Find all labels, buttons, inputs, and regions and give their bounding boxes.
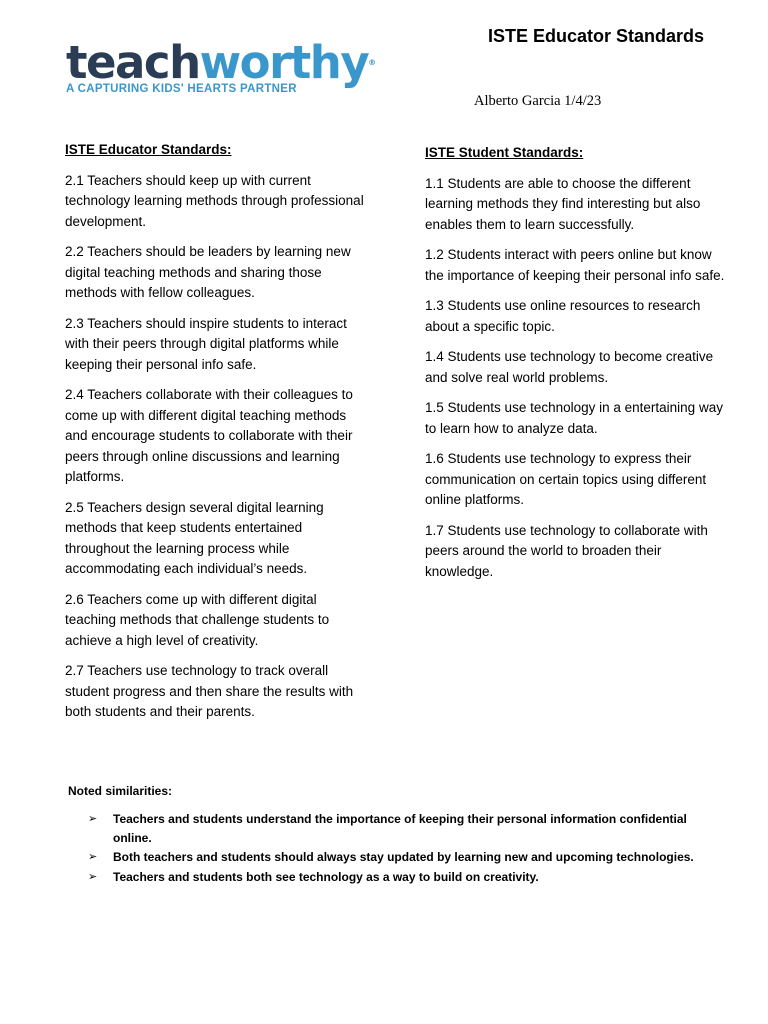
student-standard-item: 1.6 Students use technology to express their communication on certain topics using different online platforms.: [425, 451, 707, 507]
logo-registered-mark: ®: [368, 58, 377, 67]
educator-standards-column: [65, 140, 370, 733]
similarity-text: Both teachers and students should always stay updated by learning new and upcoming technologies.: [113, 850, 694, 864]
educator-standard-item: 2.5 Teachers design several digital learning methods that keep students entertained throughout the learning process while accommodating each individual’s needs.: [65, 499, 324, 576]
student-standards-column: [425, 143, 730, 592]
student-standards-heading: ISTE Student Standards:: [425, 145, 584, 160]
teachworthy-logo: [66, 36, 377, 95]
arrow-bullet-icon: ➢: [88, 851, 98, 863]
similarities-list: [68, 810, 708, 886]
educator-standard-item: 2.1 Teachers should keep up with current technology learning methods through professional development.: [65, 172, 364, 229]
educator-standards-heading: ISTE Educator Standards:: [65, 142, 232, 157]
similarity-item: [68, 848, 708, 867]
document-title: ISTE Educator Standards: [488, 26, 705, 46]
arrow-bullet-icon: ➢: [88, 870, 98, 883]
arrow-bullet-icon: ➢: [88, 813, 98, 825]
logo-word-teach: teach: [66, 36, 200, 89]
student-standard-item: 1.3 Students use online resources to research about a specific topic.: [425, 298, 701, 334]
logo-word-worthy: worthy: [199, 36, 369, 89]
similarity-text: Teachers and students understand the importance of keeping their personal information confidential online.: [113, 812, 687, 845]
educator-standard-item: 2.2 Teachers should be leaders by learning new digital teaching methods and sharing those methods with fellow colleagues.: [65, 244, 351, 300]
author-date: Alberto Garcia 1/4/23: [474, 93, 602, 109]
educator-standard-item: 2.7 Teachers use technology to track overall student progress and then share the results with both students and their parents.: [65, 663, 354, 719]
educator-standard-item: 2.4 Teachers collaborate with their colleagues to come up with different digital teaching methods and encourage students to collaborate with their peers through online discussions and learning platforms.: [65, 387, 353, 484]
student-standard-item: 1.5 Students use technology in a entertaining way to learn how to analyze data.: [425, 400, 723, 436]
similarity-item: [68, 868, 708, 887]
student-standard-item: 1.2 Students interact with peers online but know the importance of keeping their personal info safe.: [425, 247, 725, 283]
similarities-heading: Noted similarities:: [68, 784, 173, 798]
educator-standard-item: 2.6 Teachers come up with different digital teaching methods that challenge students to achieve a high level of creativity.: [65, 591, 330, 648]
similarity-item: [68, 810, 708, 847]
logo-tagline: A CAPTURING KIDS' HEARTS PARTNER: [66, 83, 297, 95]
similarity-text: Teachers and students both see technology as a way to build on creativity.: [113, 869, 539, 884]
student-standard-item: 1.4 Students use technology to become creative and solve real world problems.: [425, 349, 714, 385]
similarities-section: [68, 782, 708, 887]
student-standard-item: 1.1 Students are able to choose the different learning methods they find interesting but also enables them to learn successfully.: [425, 175, 701, 232]
student-standard-item: 1.7 Students use technology to collaborate with peers around the world to broaden their knowledge.: [425, 522, 708, 579]
educator-standard-item: 2.3 Teachers should inspire students to interact with their peers through digital platforms while keeping their personal info safe.: [65, 315, 347, 372]
